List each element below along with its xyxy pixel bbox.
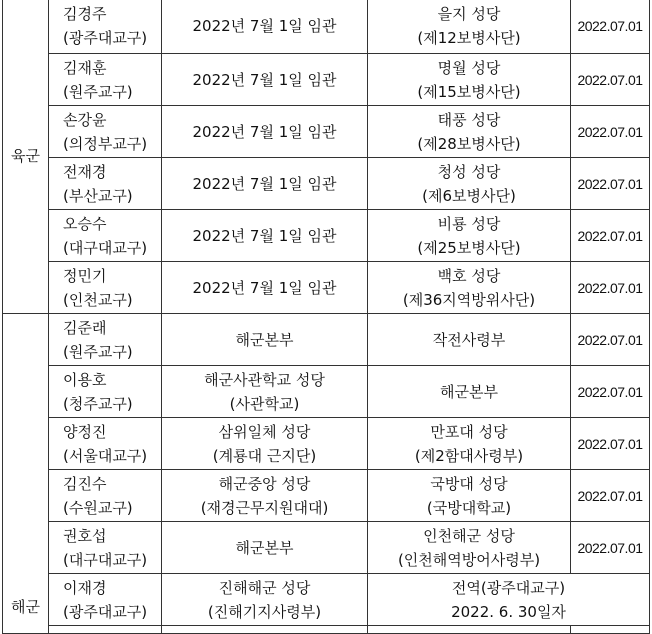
name-cell xyxy=(49,418,162,470)
person-name: 이재경 xyxy=(63,578,107,597)
assignment-line: 명월 성당 xyxy=(437,58,501,77)
assignment-line: (제25보병사단) xyxy=(417,238,521,257)
assignment-line: 만포대 성당 xyxy=(430,422,508,441)
table-row xyxy=(3,470,650,522)
from-line: (사관학교) xyxy=(229,394,300,413)
name-cell xyxy=(49,262,162,314)
from-line: (계룡대 근지단) xyxy=(212,446,317,465)
table-row xyxy=(3,522,650,574)
date-cell: 2022.07.01 xyxy=(571,106,650,158)
from-cell xyxy=(162,522,368,574)
branch-text: 해군 xyxy=(11,598,40,616)
person-diocese: (의정부교구) xyxy=(63,134,148,153)
branch-label-navy xyxy=(3,314,49,634)
assignment-line: (제12보병사단) xyxy=(417,29,521,47)
table-row xyxy=(3,54,650,106)
person-diocese: (청주교구) xyxy=(63,394,133,413)
person-diocese: (광주대교구) xyxy=(63,29,148,47)
assignment-line: 청성 성당 xyxy=(437,162,501,181)
name-cell xyxy=(49,574,162,626)
from-line: (진해기지사령부) xyxy=(207,602,322,621)
name-cell xyxy=(49,54,162,106)
person-diocese: (원주교구) xyxy=(63,342,133,361)
table-row xyxy=(3,106,650,158)
person-diocese: (부산교구) xyxy=(63,186,133,205)
appointment-cell: 2022년 7월 1일 임관 xyxy=(162,0,368,54)
from-line: 해군본부 xyxy=(235,330,294,349)
from-cell xyxy=(162,574,368,626)
assignment-line: (제36지역방위사단) xyxy=(402,290,536,309)
name-cell xyxy=(49,522,162,574)
from-line: 진해해군 성당 xyxy=(218,578,311,597)
assignment-line: 작전사령부 xyxy=(432,330,506,349)
from-line: 해군본부 xyxy=(235,538,294,557)
assignment-cell xyxy=(368,262,571,314)
from-line: 삼위일체 성당 xyxy=(218,422,311,441)
person-name: 전재경 xyxy=(63,162,107,181)
assignment-line: 백호 성당 xyxy=(437,266,501,285)
table-row xyxy=(3,314,650,366)
name-cell xyxy=(49,106,162,158)
date-cell: 2022.07.01 xyxy=(571,314,650,366)
discharge-cell xyxy=(368,574,650,626)
empty-cell xyxy=(571,626,650,634)
assignment-line: 인천해군 성당 xyxy=(423,526,515,545)
table-row xyxy=(3,366,650,418)
appointment-cell: 2022년 7월 1일 임관 xyxy=(162,106,368,158)
branch-text: 육군 xyxy=(11,147,40,165)
person-name: 김경주 xyxy=(63,5,107,23)
assignment-cell xyxy=(368,418,571,470)
person-name: 권호섭 xyxy=(63,526,107,545)
assignment-cell xyxy=(368,210,571,262)
table-row-partial xyxy=(3,626,650,634)
empty-cell xyxy=(49,626,162,634)
person-diocese: (수원교구) xyxy=(63,498,133,517)
person-diocese: (대구대교구) xyxy=(63,550,148,569)
person-name: 이용호 xyxy=(63,370,107,389)
assignment-line: (국방대학교) xyxy=(426,498,512,517)
person-diocese: (서울대교구) xyxy=(63,446,148,465)
name-cell xyxy=(49,314,162,366)
person-name: 김준래 xyxy=(63,318,107,337)
assignment-line: (인천해역방어사령부) xyxy=(397,550,541,569)
table-row xyxy=(3,418,650,470)
assignment-cell xyxy=(368,106,571,158)
from-line: 해군중앙 성당 xyxy=(218,474,311,493)
name-cell xyxy=(49,210,162,262)
assignment-cell xyxy=(368,522,571,574)
assignment-cell xyxy=(368,0,571,54)
personnel-table xyxy=(2,0,650,634)
table-row xyxy=(3,262,650,314)
person-diocese: (인천교구) xyxy=(63,290,133,309)
from-cell xyxy=(162,314,368,366)
from-cell xyxy=(162,470,368,522)
assignment-line: (제6보병사단) xyxy=(422,186,516,205)
appointment-cell: 2022년 7월 1일 임관 xyxy=(162,262,368,314)
name-cell xyxy=(49,158,162,210)
assignment-cell xyxy=(368,470,571,522)
person-diocese: (원주교구) xyxy=(63,82,133,101)
from-line: (재경근무지원대대) xyxy=(200,498,329,517)
assignment-line: 해군본부 xyxy=(440,382,498,401)
name-cell xyxy=(49,0,162,54)
date-cell: 2022.07.01 xyxy=(571,366,650,418)
assignment-line: 태풍 성당 xyxy=(437,110,501,129)
date-cell: 2022.07.01 xyxy=(571,262,650,314)
name-cell xyxy=(49,366,162,418)
date-cell: 2022.07.01 xyxy=(571,158,650,210)
date-cell: 2022.07.01 xyxy=(571,0,650,54)
assignment-line: 을지 성당 xyxy=(437,5,501,23)
date-cell: 2022.07.01 xyxy=(571,470,650,522)
assignment-line: (제28보병사단) xyxy=(417,134,521,153)
date-cell: 2022.07.01 xyxy=(571,418,650,470)
appointment-cell: 2022년 7월 1일 임관 xyxy=(162,158,368,210)
empty-cell xyxy=(162,626,368,634)
person-diocese: (대구대교구) xyxy=(63,238,148,257)
branch-label-army xyxy=(3,0,49,314)
assignment-line: 비룡 성당 xyxy=(437,214,501,233)
table-row xyxy=(3,574,650,626)
appointment-cell: 2022년 7월 1일 임관 xyxy=(162,54,368,106)
name-cell xyxy=(49,470,162,522)
person-name: 정민기 xyxy=(63,266,107,285)
table-row xyxy=(3,210,650,262)
discharge-line: 2022. 6. 30일자 xyxy=(451,602,566,621)
from-cell xyxy=(162,418,368,470)
person-diocese: (광주대교구) xyxy=(63,602,148,621)
date-cell: 2022.07.01 xyxy=(571,522,650,574)
empty-cell xyxy=(368,626,571,634)
person-name: 김진수 xyxy=(63,474,107,493)
table-row xyxy=(3,0,650,54)
assignment-line: (제2함대사령부) xyxy=(414,446,524,465)
assignment-cell xyxy=(368,158,571,210)
person-name: 손강윤 xyxy=(63,110,107,129)
person-name: 오승수 xyxy=(63,214,107,233)
appointment-cell: 2022년 7월 1일 임관 xyxy=(162,210,368,262)
assignment-line: (제15보병사단) xyxy=(417,82,521,101)
assignment-line: 국방대 성당 xyxy=(430,474,508,493)
date-cell: 2022.07.01 xyxy=(571,54,650,106)
person-name: 양정진 xyxy=(63,422,107,441)
person-name: 김재훈 xyxy=(63,58,107,77)
date-cell: 2022.07.01 xyxy=(571,210,650,262)
assignment-cell xyxy=(368,54,571,106)
assignment-cell xyxy=(368,314,571,366)
table-row xyxy=(3,158,650,210)
discharge-line: 전역(광주대교구) xyxy=(451,578,566,597)
from-line: 해군사관학교 성당 xyxy=(204,370,325,389)
assignment-cell xyxy=(368,366,571,418)
from-cell xyxy=(162,366,368,418)
